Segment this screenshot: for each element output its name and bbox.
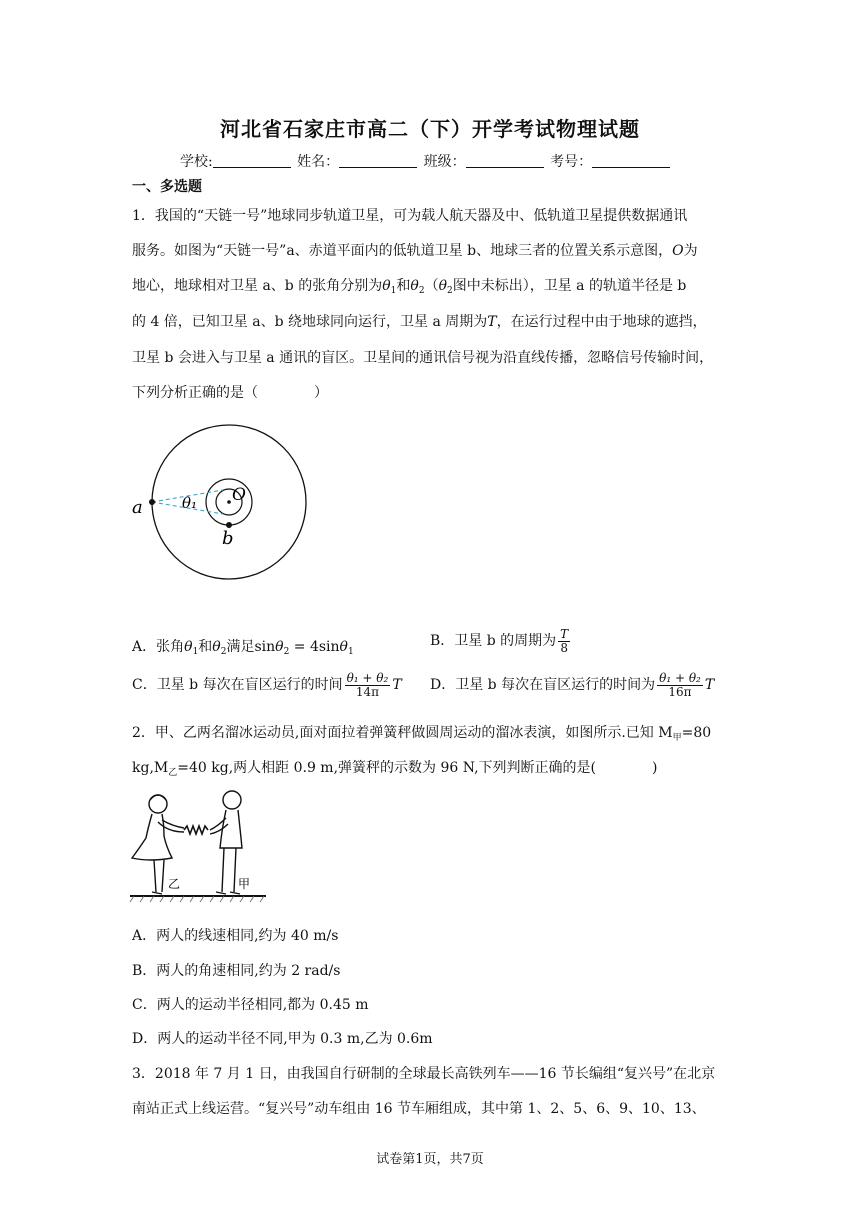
q1-not-marked: 图中未标出），卫星 a 的轨道半径是 b bbox=[452, 278, 687, 294]
q3-line-2: 南站正式上线运营。“复兴号”动车组由 16 节车厢组成，其中第 1、2、5、6、9、10、13、 bbox=[132, 1101, 706, 1117]
q2-option-c[interactable]: C．两人的运动半径相同,都为 0.45 m bbox=[132, 997, 369, 1013]
period-symbol: T bbox=[487, 314, 497, 330]
name-field[interactable] bbox=[339, 153, 417, 168]
name-label: 姓名： bbox=[297, 154, 340, 170]
theta-1: $\theta_1$ bbox=[382, 278, 397, 296]
label-jia: 甲 bbox=[238, 877, 251, 891]
q2-option-b[interactable]: B．两人的角速相同,约为 2 rad/s bbox=[132, 963, 341, 979]
q2-line-1: 2．甲、乙两名溜冰运动员,面对面拉着弹簧秤做圆周运动的溜冰表演，如图所示.已知 $M_甲=80$ bbox=[132, 725, 712, 743]
q1-and: 和 bbox=[396, 278, 411, 294]
student-info-row bbox=[180, 151, 672, 171]
class-field[interactable] bbox=[466, 153, 544, 168]
label-yi: 乙 bbox=[168, 877, 181, 891]
page-footer: 试卷第1页，共7页 bbox=[376, 1152, 484, 1167]
section-heading: 一、多选题 bbox=[132, 179, 202, 195]
q1-option-d[interactable]: D．卫星 b 每次在盲区运行的时间为 $\frac{\text{θ₁ + θ₂}}{16\pi}$ T bbox=[430, 671, 715, 699]
page-title: 河北省石家庄市高二（下）开学考试物理试题 bbox=[220, 117, 640, 141]
q1-line-4-text: 的 4 倍，已知卫星 a、b 绕地球同向运行，卫星 a 周期为 bbox=[132, 314, 488, 330]
q1-line-6: 下列分析正确的是（ ） bbox=[132, 385, 328, 401]
theta-2-note: $\theta_2$ bbox=[438, 278, 453, 296]
q1-option-a[interactable]: A．张角$\theta_1$和$\theta_2$满足sinθ$_2$ = 4sinθ$_1$ bbox=[132, 639, 354, 657]
label-b: b bbox=[222, 528, 234, 549]
q1-open-paren: （ bbox=[424, 278, 439, 294]
q1-option-c[interactable]: C．卫星 b 每次在盲区运行的时间 $\frac{\text{θ₁ + θ₂}}{14\pi}$ T bbox=[132, 671, 402, 699]
exam-no-label: 考号： bbox=[550, 154, 593, 170]
school-label: 学校: bbox=[180, 154, 213, 170]
theta-2: $\theta_2$ bbox=[410, 278, 425, 296]
q1-period-tail: ，在运行过程中由于地球的遮挡， bbox=[496, 314, 707, 330]
q1-is: 为 bbox=[683, 243, 698, 259]
q2-option-d[interactable]: D．两人的运动半径不同,甲为 0.3 m,乙为 0.6m bbox=[132, 1031, 433, 1047]
class-label: 班级： bbox=[423, 154, 466, 170]
orbit-figure bbox=[128, 410, 328, 610]
q1-line-2-text: 服务。如图为“天链一号”a、赤道平面内的低轨道卫星 b、地球三者的位置关系示意图， bbox=[132, 243, 673, 259]
school-field[interactable] bbox=[213, 153, 291, 168]
q1-line-1: 1．我国的“天链一号”地球同步轨道卫星，可为载人航天器及中、低轨道卫星提供数据通讯 bbox=[132, 208, 688, 224]
label-theta1: θ₁ bbox=[182, 494, 198, 512]
label-a: a bbox=[132, 497, 143, 518]
exam-no-field[interactable] bbox=[592, 153, 670, 168]
q1-option-b[interactable]: B．卫星 b 的周期为 $\frac{T}{8}$ bbox=[430, 627, 569, 655]
q2-option-a[interactable]: A．两人的线速相同,约为 40 m/s bbox=[132, 928, 339, 944]
skaters-figure bbox=[128, 788, 268, 903]
q1-line-3-text: 地心，地球相对卫星 a、b 的张角分别为 bbox=[132, 278, 383, 294]
q1-line-4 bbox=[132, 311, 707, 331]
q2-line-2: $kg,M_乙=40$ kg,两人相距 0.9 m,弹簧秤的示数为 96 N,下列判断正确的是( ) bbox=[132, 760, 658, 778]
q1-o-symbol: O bbox=[672, 243, 684, 259]
label-o: O bbox=[232, 485, 246, 505]
q1-line-2 bbox=[132, 240, 698, 260]
q1-line-3 bbox=[132, 275, 686, 296]
q3-line-1: 3．2018 年 7 月 1 日，由我国自行研制的全球最长高铁列车——16 节长编组“复兴号”在北京 bbox=[132, 1066, 716, 1082]
q1-line-5: 卫星 b 会进入与卫星 a 通讯的盲区。卫星间的通讯信号视为沿直线传播，忽略信号传输时间， bbox=[132, 350, 714, 366]
